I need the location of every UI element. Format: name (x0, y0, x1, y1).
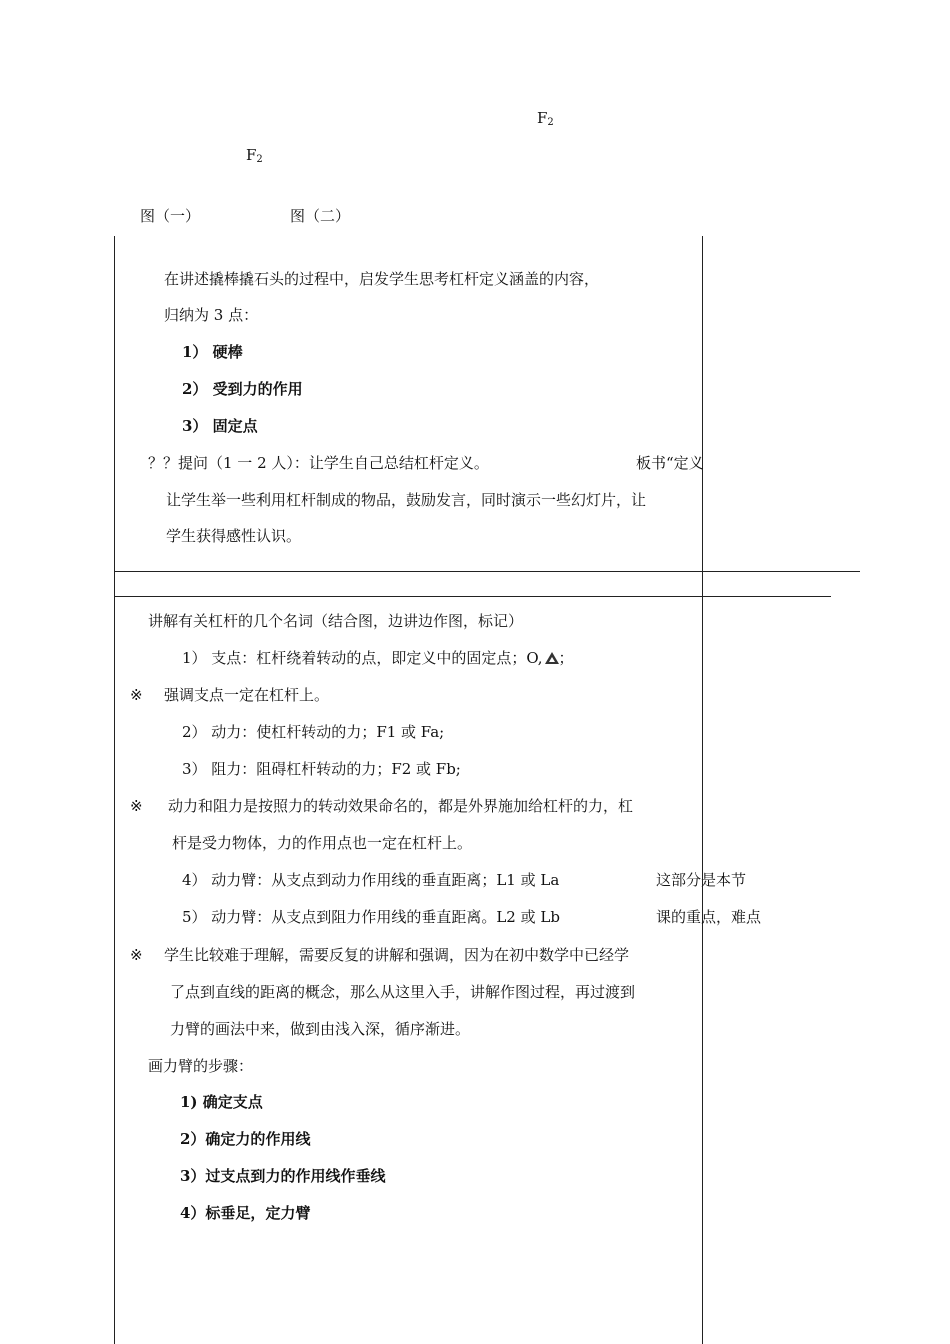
steps-title: 画力臂的步骤： (148, 1057, 254, 1075)
point-force: 2） 受到力的作用 (182, 380, 303, 398)
figure-label-f2-left: $F_2$ (246, 146, 263, 165)
point-rigid-bar: 1） 硬棒 (182, 343, 243, 361)
note-mark-3: ※ (130, 946, 143, 964)
step-2: 2）确定力的作用线 (180, 1130, 311, 1148)
point-fixed: 3） 固定点 (182, 417, 258, 435)
examples-line: 让学生举一些利用杠杆制成的物品，鼓励发言，同时演示一些幻灯片，让 (166, 491, 647, 509)
side-note-2: 课的重点，难点 (656, 908, 762, 926)
note-fulcrum: 强调支点一定在杠杆上。 (164, 686, 330, 704)
note-mark-2: ※ (130, 797, 143, 815)
term-fulcrum: 1） 支点：杠杆绕着转动的点，即定义中的固定点；O, ； (182, 649, 574, 667)
step-3: 3）过支点到力的作用线作垂线 (180, 1167, 386, 1185)
term-resistance: 3） 阻力：阻碍杠杆转动的力；F2 或 Fb; (182, 760, 461, 778)
terms-intro: 讲解有关杠杆的几个名词（结合图，边讲边作图，标记） (148, 612, 524, 630)
note-mark-1: ※ (130, 686, 143, 704)
term-effort: 2） 动力：使杠杆转动的力；F1 或 Fa; (182, 723, 445, 741)
table-left-border (114, 236, 115, 1344)
term-effort-arm: 4） 动力臂：从支点到动力作用线的垂直距离；L1 或 La (182, 871, 560, 889)
row-divider-1 (114, 571, 860, 572)
row-divider-2 (114, 596, 831, 597)
note-difficulty-line-3: 力臂的画法中来，做到由浅入深，循序渐进。 (170, 1020, 471, 1038)
figure-caption-1: 图（一） (140, 207, 201, 225)
board-note: 板书“定义 (636, 454, 704, 472)
figure-label-f2-right: $F_2$ (537, 109, 554, 128)
figure-caption-2: 图（二） (290, 207, 351, 225)
term-resistance-arm: 5） 动力臂：从支点到阻力作用线的垂直距离。L2 或 Lb (182, 908, 560, 926)
examples-line-2: 学生获得感性认识。 (166, 527, 302, 545)
table-inner-border (702, 236, 703, 1344)
fulcrum-triangle-icon (545, 652, 559, 664)
step-1: 1) 确定支点 (180, 1093, 263, 1111)
side-note-1: 这部分是本节 (656, 871, 747, 889)
question-line: ？？提问（1 一 2 人）：让学生自己总结杠杆定义。 (148, 454, 489, 472)
step-4: 4）标垂足，定力臂 (180, 1204, 311, 1222)
note-difficulty-line-2: 了点到直线的距离的概念，那么从这里入手，讲解作图过程，再过渡到 (170, 983, 636, 1001)
summary-line: 归纳为 3 点： (164, 306, 259, 324)
note-forces-line-2: 杆是受力物体，力的作用点也一定在杠杆上。 (172, 834, 473, 852)
note-difficulty-line-1: 学生比较难于理解，需要反复的讲解和强调，因为在初中数学中已经学 (164, 946, 630, 964)
note-forces-line-1: 动力和阻力是按照力的转动效果命名的，都是外界施加给杠杆的力，杠 (168, 797, 634, 815)
lever-intro-line: 在讲述撬棒撬石头的过程中，启发学生思考杠杆定义涵盖的内容， (164, 270, 600, 288)
